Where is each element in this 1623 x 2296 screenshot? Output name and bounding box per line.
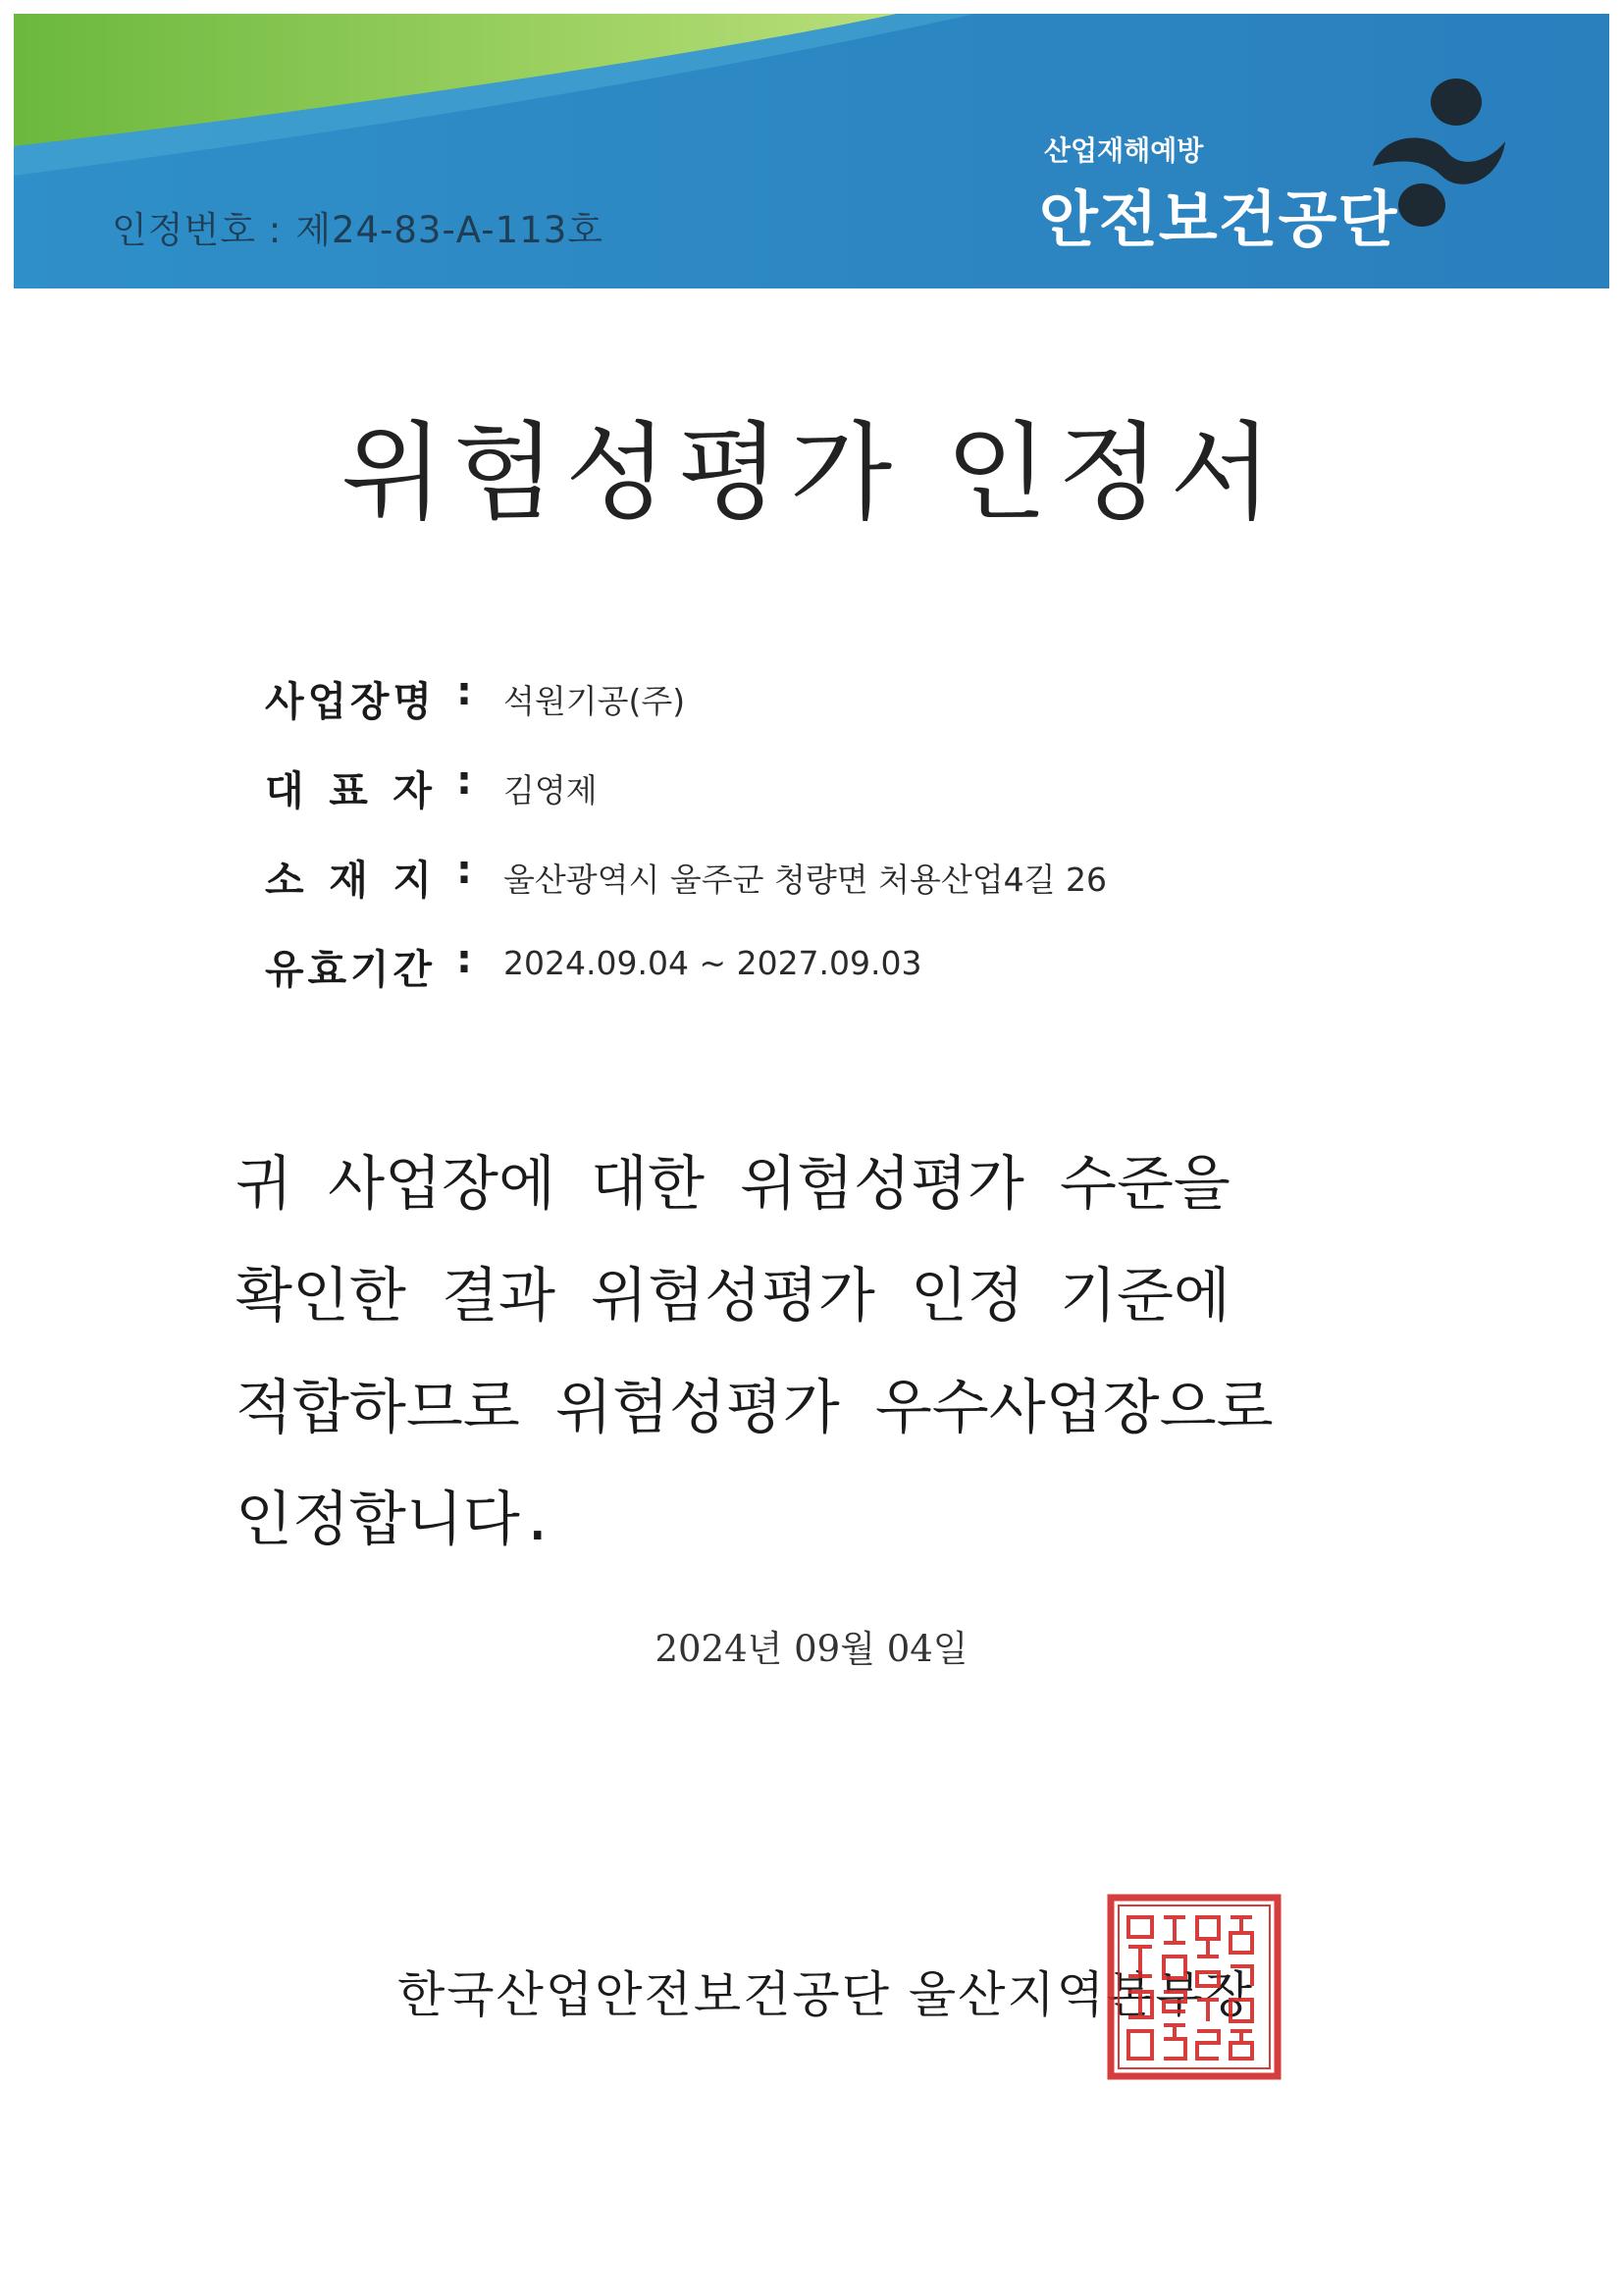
- workplace-name-label: [265, 669, 432, 727]
- colon: :: [456, 848, 472, 893]
- label-char: 장: [349, 678, 390, 725]
- org-name: 안전보건공단: [1039, 183, 1398, 255]
- label-char: 소: [265, 857, 304, 904]
- label-char: 지: [393, 857, 432, 904]
- label-char: 효: [307, 946, 347, 993]
- issue-date: 2024년 09월 04일: [654, 1628, 969, 1670]
- representative-value: 김영제: [503, 771, 598, 809]
- address-label: [265, 848, 432, 906]
- document-title: 위험성평가 인정서: [340, 412, 1283, 535]
- validity-period-label: [265, 937, 432, 995]
- label-char: 자: [393, 767, 432, 814]
- label-char: 표: [329, 767, 368, 814]
- address-value: 울산광역시 울주군 청량면 처용산업4길 26: [503, 861, 1107, 899]
- label-char: 간: [393, 946, 432, 993]
- label-char: 업: [307, 678, 347, 725]
- workplace-name-value: 석원기공(주): [503, 682, 686, 720]
- kosha-logo-icon: [1363, 73, 1510, 230]
- colon: :: [456, 758, 472, 804]
- label-char: 명: [393, 678, 432, 725]
- statement-line: 귀 사업장에 대한 위험성평가 수준을: [236, 1150, 1230, 1219]
- label-char: 사: [265, 678, 304, 725]
- label-char: 대: [265, 767, 304, 814]
- validity-period-value: 2024.09.04 ~ 2027.09.03: [503, 944, 922, 982]
- statement-line: 적합하므로 위험성평가 우수사업장으로: [236, 1374, 1274, 1442]
- statement-line: 확인한 결과 위험성평가 인정 기준에: [236, 1262, 1230, 1331]
- certificate-number-label: 인정번호 :: [112, 209, 283, 251]
- header-banner: [14, 14, 1609, 288]
- certificate-number: [112, 200, 603, 253]
- org-subtitle: 산업재해예방: [1044, 134, 1204, 167]
- statement-line: 인정합니다.: [236, 1486, 555, 1554]
- label-char: 유: [265, 946, 304, 993]
- issuer-name: 한국산업안전보건공단 울산지역본부장: [397, 1966, 1254, 2023]
- official-seal-stamp: [1107, 1894, 1282, 2080]
- label-char: 기: [349, 946, 390, 993]
- representative-label: [265, 758, 432, 816]
- certification-statement: [236, 1128, 1413, 1576]
- colon: :: [456, 669, 472, 714]
- certificate-number-value: 제24-83-A-113호: [295, 209, 604, 251]
- colon: :: [456, 937, 472, 982]
- label-char: 재: [329, 857, 368, 904]
